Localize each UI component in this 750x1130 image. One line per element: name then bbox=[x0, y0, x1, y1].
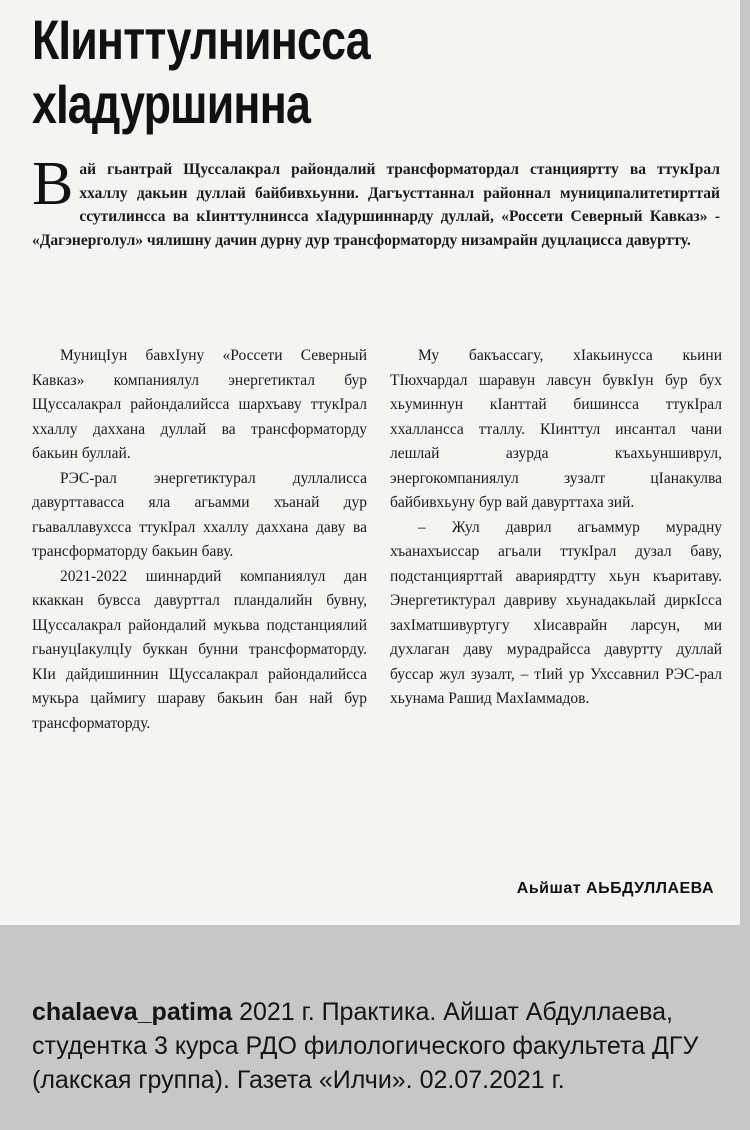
caption-username[interactable]: chalaeva_patima bbox=[32, 998, 233, 1026]
paragraph: МуницIун бавхIуну «Россети Северный Кавказ» компаниялул энергетиктал бур Щуссалакрал райондалийсса шархъаву ттукIрал ххаллу даххана дуллай ва трансформаторду бакьин буллай. bbox=[32, 347, 367, 462]
paragraph: РЭС-рал энергетиктурал дуллалисса давурттавасса яла агьамми хъанай дур гьаваллавухсса ттукIрал ххаллу даххана даву ва трансформаторду бакьин баву. bbox=[32, 469, 367, 560]
paragraph: 2021-2022 шиннардий компаниялул дан ккаккан бувсса давурттал пландалийн бувну, Щуссалакрал райондалий мукьва подстанциялий гьануцIакулцIу буккан бунни трансформаторду. КIи дайдишиннин Щуссалакрал райондалийсса мукьра цаймигу шараву бакьин бан най бур трансформаторду. bbox=[32, 567, 367, 732]
caption-text: 2021 г. Практика. Айшат Абдуллаева, студентка 3 курса РДО филологического факультета ДГУ (лакская группа). Газета «Илчи». 02.07.2021 г. bbox=[32, 998, 699, 1094]
drop-cap: В bbox=[32, 150, 74, 218]
article-lead bbox=[32, 150, 720, 252]
article bbox=[32, 8, 722, 897]
article-column-right bbox=[390, 344, 722, 712]
lead-text: ай гьантрай Щуссалакрал райондалий трансформатордал станцияртту ва ттукIрал ххаллу дакьин дуллай байбивхьунни. Дагъусттаннал районнал муниципалитетирттай ссутилинсса ва кIинттулнинсса хIадуршиннарду дуллай, «Россети Северный Кавказ» - «Дагэнерголул» чялишну дачин дурну дур трансформаторду низамрайн дуцлацисса давуртту. bbox=[32, 161, 720, 249]
paragraph: Му бакъассагу, хIакьинусса кьини ТIюхчардал шаравун лавсун бувкIун бур бух хьуминнун кIанттай бишинсса ттукIрал ххаллансса тталлу. КIинттул инсантал чани лешлай азурда къахьуншиврул, энергокомпаниялул зузалт цIанакулва байбивхьуну бур вай давурттаха зий. bbox=[390, 347, 722, 511]
paragraph: – Жул даврил агьаммур мурадну хъанахъиссар агьали ттукIрал дузал баву, подстанциярттай авариярдтту хьун къаритаву. Энергетиктурал давриву хьунадакьлай диркIсса захIматшивуртугу хIисаврайн ларсун, ми духлаган даву мурадрайсса давуртту дуллай буссар жул зузалт, – тIий ур Ухссавнил РЭС-рал хьунама Рашид МахIаммадов. bbox=[390, 518, 722, 707]
article-byline: Аьйшат АЬБДУЛЛАЕВА bbox=[516, 880, 714, 897]
article-headline: КIинттулнинсса хIадуршинна bbox=[32, 8, 370, 135]
article-column-left bbox=[32, 344, 367, 736]
post-caption bbox=[32, 995, 722, 1097]
